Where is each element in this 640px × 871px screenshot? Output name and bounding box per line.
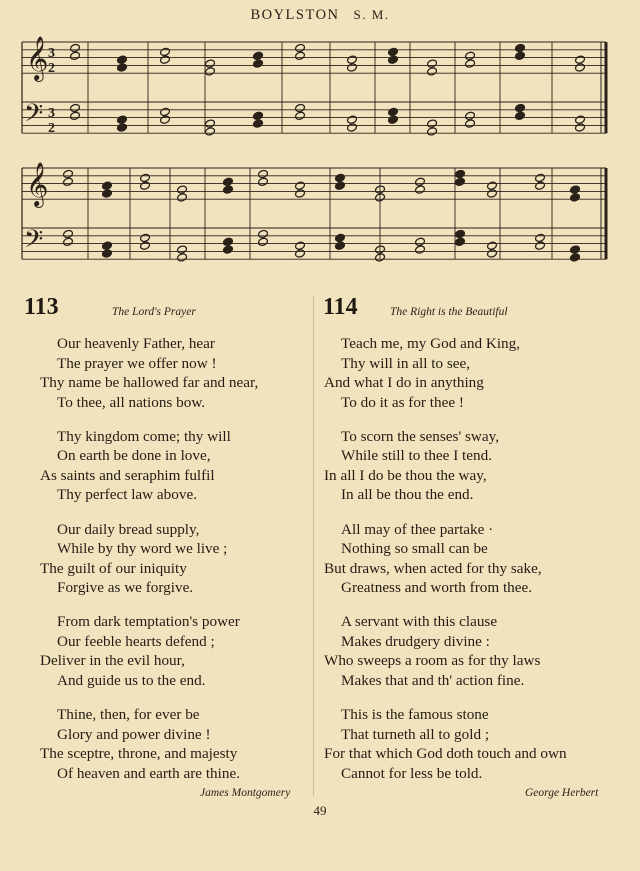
lyric-line: Teach me, my God and King,: [341, 335, 521, 352]
hymn-title: The Right is the Beautiful: [390, 306, 508, 318]
note-head: [70, 43, 81, 52]
note-head: [515, 43, 526, 52]
lyric-line: Our heavenly Father, hear: [57, 335, 215, 352]
note-head: [258, 169, 269, 178]
note-head: [117, 55, 128, 64]
note-head: [487, 249, 498, 258]
note-head: [427, 67, 438, 76]
lyric-line: Who sweeps a room as for thy laws: [324, 652, 541, 670]
lyric-line: The guilt of our iniquity: [40, 559, 187, 577]
hymn-author: James Montgomery: [200, 787, 291, 799]
note-head: [388, 107, 399, 116]
note-head: [223, 177, 234, 186]
note-head: [177, 185, 188, 194]
note-head: [465, 59, 476, 68]
lyric-line: To thee, all nations bow.: [57, 393, 206, 411]
note-head: [140, 233, 151, 242]
lyric-line: A servant with this clause: [341, 613, 498, 631]
note-head: [102, 249, 113, 258]
note-head: [70, 51, 81, 60]
lyric-line: The prayer we offer now !: [57, 354, 217, 372]
tune-meter: S. M.: [353, 7, 390, 22]
note-head: [117, 115, 128, 124]
note-head: [117, 123, 128, 132]
music-score: [0, 0, 640, 290]
note-head: [295, 111, 306, 120]
lyric-line: Our feeble hearts defend ;: [57, 632, 215, 650]
lyric-line: The sceptre, throne, and majesty: [40, 745, 238, 763]
note-head: [415, 245, 426, 254]
note-head: [70, 111, 81, 120]
note-head: [335, 233, 346, 242]
lyric-line: And what I do in anything: [324, 374, 484, 391]
note-head: [70, 103, 81, 112]
note-head: [570, 245, 581, 254]
lyric-line: While by thy word we live ;: [57, 540, 228, 558]
note-head: [205, 119, 216, 128]
note-head: [465, 51, 476, 60]
note-head: [295, 103, 306, 112]
lyric-line: Thy perfect law above.: [57, 486, 197, 504]
lyric-line: Thy will in all to see,: [341, 354, 471, 372]
note-head: [415, 185, 426, 194]
lyric-line: To scorn the senses' sway,: [341, 427, 500, 445]
note-head: [388, 115, 399, 124]
note-head: [102, 189, 113, 198]
note-head: [223, 237, 234, 246]
note-head: [63, 169, 74, 178]
note-head: [258, 229, 269, 238]
note-head: [570, 253, 581, 262]
bass-clef-icon: 𝄢: [24, 225, 44, 260]
note-head: [253, 119, 264, 128]
hymn-author: George Herbert: [525, 787, 599, 799]
note-head: [253, 51, 264, 60]
lyric-line: Thine, then, for ever be: [57, 706, 200, 724]
note-head: [177, 193, 188, 202]
note-head: [570, 185, 581, 194]
note-head: [335, 181, 346, 190]
note-head: [177, 253, 188, 262]
note-head: [455, 237, 466, 246]
note-head: [63, 237, 74, 246]
hymn-title: The Lord's Prayer: [112, 306, 196, 318]
note-head: [465, 111, 476, 120]
note-head: [427, 119, 438, 128]
note-head: [347, 115, 358, 124]
note-head: [487, 181, 498, 190]
note-head: [487, 241, 498, 250]
lyric-line: From dark temptation's power: [57, 613, 240, 631]
note-head: [335, 241, 346, 250]
note-head: [575, 115, 586, 124]
note-head: [140, 181, 151, 190]
lyric-line: Greatness and worth from thee.: [341, 579, 533, 597]
hymn-number: 113: [24, 294, 59, 320]
note-head: [575, 123, 586, 132]
column-divider: [313, 296, 314, 796]
note-head: [253, 111, 264, 120]
lyric-line: While still to thee I tend.: [341, 447, 492, 465]
note-head: [575, 63, 586, 72]
note-head: [295, 43, 306, 52]
lyric-line: Our daily bread supply,: [57, 520, 200, 538]
note-head: [515, 51, 526, 60]
note-head: [258, 237, 269, 246]
note-head: [295, 241, 306, 250]
lyric-line: Makes drudgery divine :: [341, 632, 490, 650]
note-head: [295, 181, 306, 190]
lyric-line: That turneth all to gold ;: [341, 725, 490, 743]
note-head: [295, 189, 306, 198]
lyric-line: Makes that and th' action fine.: [341, 671, 525, 689]
bass-clef-icon: 𝄢: [24, 99, 44, 134]
lyric-line: To do it as for thee !: [341, 393, 464, 411]
note-head: [160, 55, 171, 64]
note-head: [427, 59, 438, 68]
note-head: [575, 55, 586, 64]
note-head: [160, 115, 171, 124]
note-head: [177, 245, 188, 254]
note-head: [140, 241, 151, 250]
note-head: [205, 59, 216, 68]
note-head: [535, 173, 546, 182]
note-head: [102, 241, 113, 250]
note-head: [63, 177, 74, 186]
lyric-line: Of heaven and earth are thine.: [57, 764, 240, 782]
lyric-line: Forgive as we forgive.: [57, 579, 194, 597]
note-head: [535, 181, 546, 190]
note-head: [223, 245, 234, 254]
note-head: [160, 107, 171, 116]
lyric-line: Glory and power divine !: [57, 725, 211, 743]
note-head: [415, 177, 426, 186]
lyric-line: This is the famous stone: [341, 706, 489, 724]
lyric-line: In all be thou the end.: [341, 486, 474, 504]
note-head: [415, 237, 426, 246]
note-head: [140, 173, 151, 182]
note-head: [253, 59, 264, 68]
note-head: [205, 127, 216, 136]
note-head: [465, 119, 476, 128]
note-head: [205, 67, 216, 76]
treble-clef-icon: 𝄞: [26, 36, 49, 80]
note-head: [388, 55, 399, 64]
lyric-line: Deliver in the evil hour,: [40, 652, 185, 670]
note-head: [455, 169, 466, 178]
time-signature: 3: [48, 106, 55, 121]
note-head: [388, 47, 399, 56]
lyric-line: Thy kingdom come; thy will: [57, 427, 231, 445]
note-head: [223, 185, 234, 194]
page-number: 49: [313, 803, 327, 818]
lyric-line: Thy name be hallowed far and near,: [40, 374, 259, 391]
lyric-line: And guide us to the end.: [57, 671, 206, 689]
note-head: [427, 127, 438, 136]
treble-clef-icon: 𝄞: [26, 162, 49, 206]
lyric-line: In all I do be thou the way,: [324, 466, 487, 484]
note-head: [570, 193, 581, 202]
lyric-line: But draws, when acted for thy sake,: [324, 559, 542, 577]
note-head: [347, 123, 358, 132]
note-head: [335, 173, 346, 182]
lyric-line: On earth be done in love,: [57, 447, 211, 465]
note-head: [347, 55, 358, 64]
note-head: [295, 249, 306, 258]
note-head: [455, 177, 466, 186]
note-head: [487, 189, 498, 198]
time-signature: 3: [48, 46, 55, 61]
hymn-number: 114: [323, 294, 358, 320]
time-signature: 2: [48, 61, 55, 76]
note-head: [102, 181, 113, 190]
lyric-line: All may of thee partake ·: [341, 520, 494, 538]
lyric-line: Nothing so small can be: [341, 540, 488, 558]
note-head: [515, 111, 526, 120]
note-head: [117, 63, 128, 72]
time-signature: 2: [48, 121, 55, 136]
note-head: [258, 177, 269, 186]
lyric-line: Cannot for less be told.: [341, 764, 483, 782]
note-head: [295, 51, 306, 60]
note-head: [535, 233, 546, 242]
note-head: [160, 47, 171, 56]
note-head: [63, 229, 74, 238]
note-head: [347, 63, 358, 72]
note-head: [455, 229, 466, 238]
lyric-line: For that which God doth touch and own: [324, 745, 567, 763]
note-head: [515, 103, 526, 112]
tune-name: BOYLSTON: [250, 7, 340, 23]
note-head: [535, 241, 546, 250]
lyric-line: As saints and seraphim fulfil: [40, 466, 215, 484]
